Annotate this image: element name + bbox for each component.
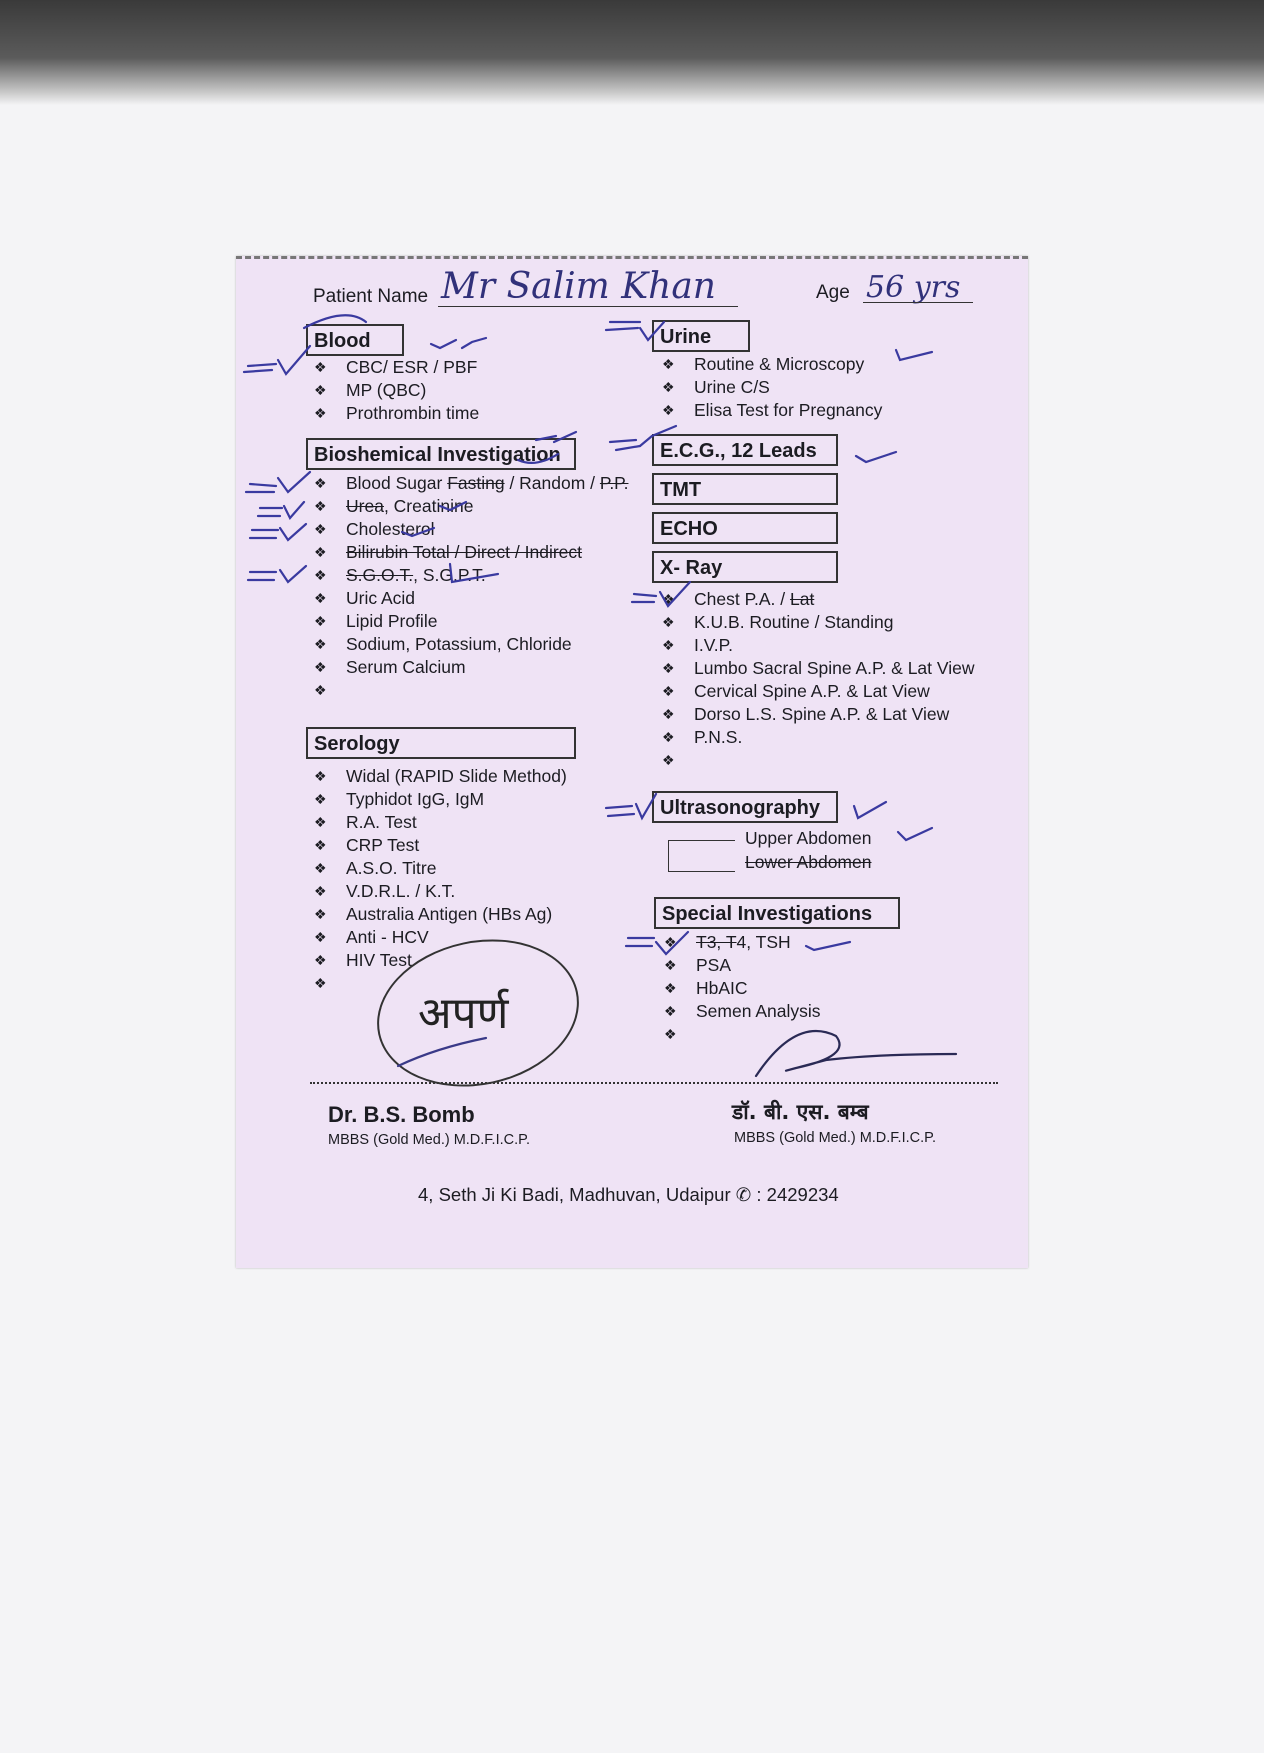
usg-lower: Lower Abdomen bbox=[745, 852, 872, 872]
prescription-slip bbox=[236, 256, 1028, 1268]
usg-upper: Upper Abdomen bbox=[745, 828, 872, 848]
doctor-name-en: Dr. B.S. Bomb bbox=[328, 1102, 475, 1127]
tick-usg2-icon bbox=[854, 802, 886, 818]
diamond-bullet-icon: ❖ bbox=[664, 980, 677, 996]
serology-heading: Serology bbox=[306, 727, 576, 759]
urine-test-item: ❖ Urine C/S bbox=[662, 377, 770, 397]
tick-routine2-icon bbox=[896, 350, 932, 360]
special-test-item: ❖ Semen Analysis bbox=[664, 1001, 821, 1021]
special-first-line bbox=[664, 931, 791, 954]
tick-urea-dash bbox=[258, 508, 282, 516]
diamond-bullet-icon: ❖ bbox=[314, 883, 327, 899]
blood-heading: Blood bbox=[306, 324, 404, 356]
diamond-bullet-icon: ❖ bbox=[662, 660, 675, 676]
diamond-bullet-icon: ❖ bbox=[314, 544, 327, 560]
scan-shadow bbox=[0, 0, 1264, 105]
age-underline bbox=[863, 302, 973, 303]
diamond-bullet-icon: ❖ bbox=[662, 752, 675, 768]
diamond-bullet-icon: ❖ bbox=[314, 952, 327, 968]
special-test-item: ❖ HbAIC bbox=[664, 978, 748, 998]
diamond-bullet-icon: ❖ bbox=[314, 521, 327, 537]
serology-test-item: ❖ R.A. Test bbox=[314, 812, 417, 832]
blood-test-list bbox=[314, 356, 479, 425]
doctor-qual-hi: MBBS (Gold Med.) M.D.F.I.C.P. bbox=[734, 1130, 936, 1146]
patient-name-value: Mr Salim Khan bbox=[441, 266, 716, 307]
diamond-bullet-icon: ❖ bbox=[314, 382, 327, 398]
age-label: Age bbox=[816, 282, 850, 303]
biochemical-test-item: ❖ Uric Acid bbox=[314, 588, 416, 608]
diamond-bullet-icon: ❖ bbox=[314, 590, 327, 606]
diamond-bullet-icon: ❖ bbox=[314, 613, 327, 629]
special-test-list bbox=[664, 954, 821, 1046]
xray-test-item: ❖ Cervical Spine A.P. & Lat View bbox=[662, 681, 930, 701]
diamond-bullet-icon: ❖ bbox=[662, 637, 675, 653]
diamond-bullet-icon: ❖ bbox=[662, 706, 675, 722]
tick-ecg-dash bbox=[610, 440, 640, 450]
echo-heading: ECHO bbox=[652, 512, 838, 544]
tick-sgot-icon bbox=[280, 566, 306, 582]
serology-test-item: ❖ Australia Antigen (HBs Ag) bbox=[314, 904, 553, 924]
biochemical-test-item: ❖ S.G.O.T., S.G.P.T. bbox=[314, 565, 486, 585]
patient-name-label: Patient Name bbox=[313, 286, 429, 307]
doctor-name-hi: डॉ. बी. एस. बम्ब bbox=[732, 1100, 869, 1124]
biochemical-test-list bbox=[314, 472, 628, 702]
tick-chest-dash bbox=[632, 594, 656, 602]
blood-test-item: ❖ CBC/ ESR / PBF bbox=[314, 357, 478, 377]
stamp-text: अपर्ण bbox=[418, 988, 509, 1039]
serology-test-item: ❖ Anti - HCV bbox=[314, 927, 429, 947]
xray-test-list bbox=[662, 611, 975, 772]
tick-urine-dash bbox=[606, 322, 640, 330]
diamond-bullet-icon: ❖ bbox=[314, 659, 327, 675]
diamond-bullet-icon: ❖ bbox=[314, 359, 327, 375]
serology-test-item: ❖ A.S.O. Titre bbox=[314, 858, 437, 878]
usg-bracket bbox=[668, 840, 735, 872]
footer-divider bbox=[310, 1082, 998, 1084]
tick-chol-dash bbox=[250, 530, 278, 538]
ecg-heading: E.C.G., 12 Leads bbox=[652, 434, 838, 466]
tmt-heading: TMT bbox=[652, 473, 838, 505]
biochemical-test-item: ❖ Bilirubin Total / Direct / Indirect bbox=[314, 542, 583, 562]
special-test-item: ❖ PSA bbox=[664, 955, 732, 975]
diamond-bullet-icon: ❖ bbox=[664, 1003, 677, 1019]
diamond-bullet-icon: ❖ bbox=[314, 906, 327, 922]
xray-chest: ❖ Chest P.A. / Lat bbox=[662, 589, 815, 609]
special-heading: Special Investigations bbox=[654, 897, 900, 929]
diamond-bullet-icon: ❖ bbox=[314, 498, 327, 514]
biochemical-test-item bbox=[314, 679, 628, 702]
diamond-bullet-icon: ❖ bbox=[314, 837, 327, 853]
xray-chest-line bbox=[662, 588, 814, 611]
serology-test-item: ❖ CRP Test bbox=[314, 835, 420, 855]
serology-test-item: ❖ Typhidot IgG, IgM bbox=[314, 789, 485, 809]
urine-test-item: ❖ Elisa Test for Pregnancy bbox=[662, 400, 883, 420]
xray-test-item: ❖ P.N.S. bbox=[662, 727, 743, 747]
tick-upper-icon bbox=[898, 828, 932, 840]
xray-heading: X- Ray bbox=[652, 551, 838, 583]
diamond-bullet-icon: ❖ bbox=[314, 567, 327, 583]
diamond-bullet-icon: ❖ bbox=[314, 860, 327, 876]
diamond-bullet-icon: ❖ bbox=[662, 729, 675, 745]
tick-sugar-dash bbox=[246, 484, 276, 492]
urine-test-item: ❖ Routine & Microscopy bbox=[662, 354, 865, 374]
doctor-qual-en: MBBS (Gold Med.) M.D.F.I.C.P. bbox=[328, 1132, 530, 1148]
blood-test-item: ❖ MP (QBC) bbox=[314, 380, 427, 400]
xray-test-item: ❖ Lumbo Sacral Spine A.P. & Lat View bbox=[662, 658, 975, 678]
diamond-bullet-icon: ❖ bbox=[314, 929, 327, 945]
clinic-address: 4, Seth Ji Ki Badi, Madhuvan, Udaipur ✆ : 2429234 bbox=[418, 1184, 839, 1205]
tick-tsh-icon bbox=[806, 942, 850, 950]
xray-test-item: ❖ Dorso L.S. Spine A.P. & Lat View bbox=[662, 704, 950, 724]
biochemical-test-item: ❖ Serum Calcium bbox=[314, 657, 466, 677]
diamond-bullet-icon: ❖ bbox=[314, 975, 327, 991]
usg-heading: Ultrasonography bbox=[652, 791, 838, 823]
tick-blood-icon bbox=[431, 338, 486, 348]
biochemical-heading: Bioshemical Investigation bbox=[306, 438, 576, 470]
urine-test-list bbox=[662, 353, 882, 422]
tick-usg-dash bbox=[606, 806, 634, 816]
biochemical-test-item: ❖ Sodium, Potassium, Chloride bbox=[314, 634, 572, 654]
diamond-bullet-icon: ❖ bbox=[314, 814, 327, 830]
xray-test-item: ❖ I.V.P. bbox=[662, 635, 733, 655]
tick-cbc-dash bbox=[244, 364, 276, 372]
name-underline bbox=[438, 306, 738, 307]
xray-test-item bbox=[662, 749, 975, 772]
diamond-bullet-icon: ❖ bbox=[314, 636, 327, 652]
biochemical-test-item: ❖ Urea, Creatinine bbox=[314, 496, 474, 516]
xray-test-item: ❖ K.U.B. Routine / Standing bbox=[662, 612, 894, 632]
diamond-bullet-icon: ❖ bbox=[662, 683, 675, 699]
diamond-bullet-icon: ❖ bbox=[664, 957, 677, 973]
diamond-bullet-icon: ❖ bbox=[662, 379, 675, 395]
urine-heading: Urine bbox=[652, 320, 750, 352]
blood-test-item: ❖ Prothrombin time bbox=[314, 403, 480, 423]
diamond-bullet-icon: ❖ bbox=[314, 475, 327, 491]
tick-sugar-icon bbox=[278, 472, 310, 492]
diamond-bullet-icon: ❖ bbox=[314, 405, 327, 421]
diamond-bullet-icon: ❖ bbox=[314, 768, 327, 784]
serology-test-item: ❖ V.D.R.L. / K.T. bbox=[314, 881, 456, 901]
tick-chol-icon bbox=[280, 524, 306, 540]
biochemical-test-item: ❖ Lipid Profile bbox=[314, 611, 438, 631]
diamond-bullet-icon: ❖ bbox=[664, 1026, 677, 1042]
tick-sgot-dash bbox=[248, 572, 276, 580]
diamond-bullet-icon: ❖ bbox=[662, 402, 675, 418]
diamond-bullet-icon: ❖ bbox=[662, 614, 675, 630]
diamond-bullet-icon: ❖ bbox=[662, 356, 675, 372]
biochemical-test-item: ❖ Blood Sugar Fasting / Random / P.P. bbox=[314, 473, 629, 493]
serology-test-item: ❖ HIV Test bbox=[314, 950, 412, 970]
diamond-bullet-icon: ❖ bbox=[314, 791, 327, 807]
diamond-bullet-icon: ❖ bbox=[314, 682, 327, 698]
age-value: 56 yrs bbox=[866, 270, 961, 305]
tick-urea-icon bbox=[284, 502, 304, 518]
biochemical-test-item: ❖ Cholesterol bbox=[314, 519, 435, 539]
tick-ecg3-icon bbox=[856, 452, 896, 462]
special-test-item bbox=[664, 1023, 821, 1046]
tick-special-dash bbox=[626, 938, 654, 946]
special-thyroid: ❖ T3, T4, TSH bbox=[664, 932, 791, 952]
serology-test-item: ❖ Widal (RAPID Slide Method) bbox=[314, 766, 567, 786]
